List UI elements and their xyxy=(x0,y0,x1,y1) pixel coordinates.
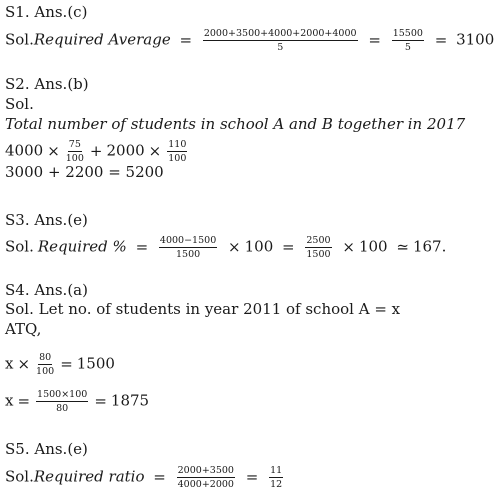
s4-fraction-2: $\frac{1500\times 100}{80}$ xyxy=(37,389,88,414)
s1-heading: S1. Ans.(c) xyxy=(5,3,88,21)
s4-fraction-1: $\frac{80}{100}$ xyxy=(36,352,55,377)
required-ratio-label: Required ratio xyxy=(33,467,145,486)
s5-fraction-2: $\frac{11}{12}$ xyxy=(270,465,283,490)
s5-fraction-1: $\frac{2000+3500}{4000+2000}$ xyxy=(177,465,234,490)
s2-fraction-2: $\frac{110}{100}$ xyxy=(168,139,187,164)
s3-heading: S3. Ans.(e) xyxy=(5,211,88,229)
s4-atq: ATQ, xyxy=(5,320,42,338)
s2-fraction-1: $\frac{75}{100}$ xyxy=(65,139,84,164)
s1-result: 3100 xyxy=(456,30,494,49)
s4-equation-2: x = $\frac{1500\times 100}{80}$ = 1875 xyxy=(5,389,150,414)
s1-fraction-1: $\frac{2000+3500+4000+2000+4000}{5}$ xyxy=(203,28,357,53)
s2-expression: 4000 × $\frac{75}{100}$ + 2000 × $\frac{110}{100}$ xyxy=(5,139,187,164)
s2-heading: S2. Ans.(b) xyxy=(5,75,89,93)
s3-solution: Sol. Required % = $\frac{4000-1500}{1500}$ × 100 = $\frac{2500}{1500}$ × 100 ≃ 167. xyxy=(5,235,447,260)
s4-heading: S4. Ans.(a) xyxy=(5,281,88,299)
s5-solution: Sol.Required ratio = $\frac{2000+3500}{4000+2000}$ = $\frac{11}{12}$ xyxy=(5,465,283,490)
required-percent-label: Required % xyxy=(37,237,127,256)
s2-sol: Sol. xyxy=(5,95,34,113)
s3-fraction-1: $\frac{4000-1500}{1500}$ xyxy=(159,235,217,260)
s4-equation-1: x × $\frac{80}{100}$ = 1500 xyxy=(5,352,115,377)
s4-intro: Sol. Let no. of students in year 2011 of school A = x xyxy=(5,300,401,318)
s3-fraction-2: $\frac{2500}{1500}$ xyxy=(306,235,331,260)
s2-statement: Total number of students in school A and B together in 2017 xyxy=(5,115,466,133)
required-average-label: Required Average xyxy=(33,30,171,49)
sol-label: Sol. xyxy=(5,30,34,49)
s1-solution: Sol.Required Average = $\frac{2000+3500+4000+2000+4000}{5}$ = $\frac{15500}{5}$ = 3100 xyxy=(5,28,494,53)
s1-fraction-2: $\frac{15500}{5}$ xyxy=(392,28,423,53)
s2-result-line: 3000 + 2200 = 5200 xyxy=(5,163,164,181)
s5-heading: S5. Ans.(e) xyxy=(5,440,88,458)
